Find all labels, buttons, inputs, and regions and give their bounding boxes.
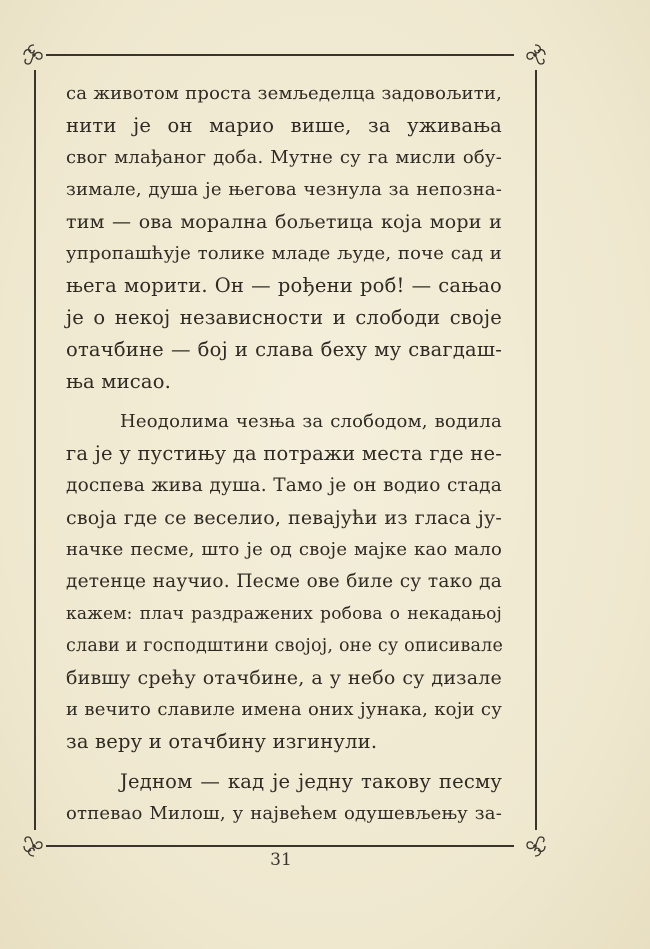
text-line: је о некој независности и слободи своје <box>66 306 502 329</box>
text-line: и вечито славиле имена оних јунака, који су <box>66 699 502 720</box>
text-line: отачбине — бој и слава беху му свагдаш- <box>66 338 502 361</box>
text-line: доспева жива душа. Тамо је он водио стада <box>66 475 502 496</box>
text-line: отпевао Милош, у највећем одушевљењу за- <box>66 803 502 824</box>
text-line: Неодолима чезња за слободом, водила <box>120 411 502 432</box>
text-line: га је у пустињу да потражи места где не- <box>66 442 502 465</box>
frame-left-rule <box>34 70 36 830</box>
text-line: њега морити. Он — рођени роб! — сањао <box>66 274 502 297</box>
text-line: бившу срећу отачбине, а у небо су дизале <box>66 667 502 689</box>
text-line: зимале, душа је његова чезнула за непозна- <box>66 179 502 200</box>
page-number: 31 <box>270 850 292 870</box>
frame-top-rule <box>46 54 514 56</box>
text-line: начке песме, што је од своје мајке као мало <box>66 539 502 560</box>
text-line: тим — ова морална бољетица која мори и <box>66 211 502 233</box>
corner-ornament-icon <box>522 42 548 68</box>
text-line: ња мисао. <box>66 370 172 393</box>
text-line: кажем: плач раздражених робова о некадањој <box>66 604 502 624</box>
paragraph <box>66 78 502 398</box>
text-line: своја где се веселио, певајући из гласа ју- <box>66 507 502 529</box>
text-line: слави и господштини својој, оне су описивале <box>66 636 504 656</box>
text-line: са животом проста земљеделца задовољити, <box>66 83 502 104</box>
corner-ornament-icon <box>21 42 47 68</box>
frame-bottom-rule <box>46 845 514 847</box>
paragraph <box>66 406 502 758</box>
text-line: детенце научио. Песме ове биле су тако да <box>66 571 502 592</box>
text-line: упропашћује толике младе људе, поче сад и <box>66 243 502 264</box>
text-line: Једном — кад је једну такову песму <box>120 770 502 793</box>
body-text <box>66 78 502 830</box>
paragraph <box>66 766 502 830</box>
text-line: свог млађаног доба. Мутне су га мисли обу- <box>66 147 502 168</box>
frame-right-rule <box>535 70 537 830</box>
text-line: нити је он марио више, за уживања <box>66 114 502 137</box>
text-line: за веру и отачбину изгинули. <box>66 730 378 753</box>
